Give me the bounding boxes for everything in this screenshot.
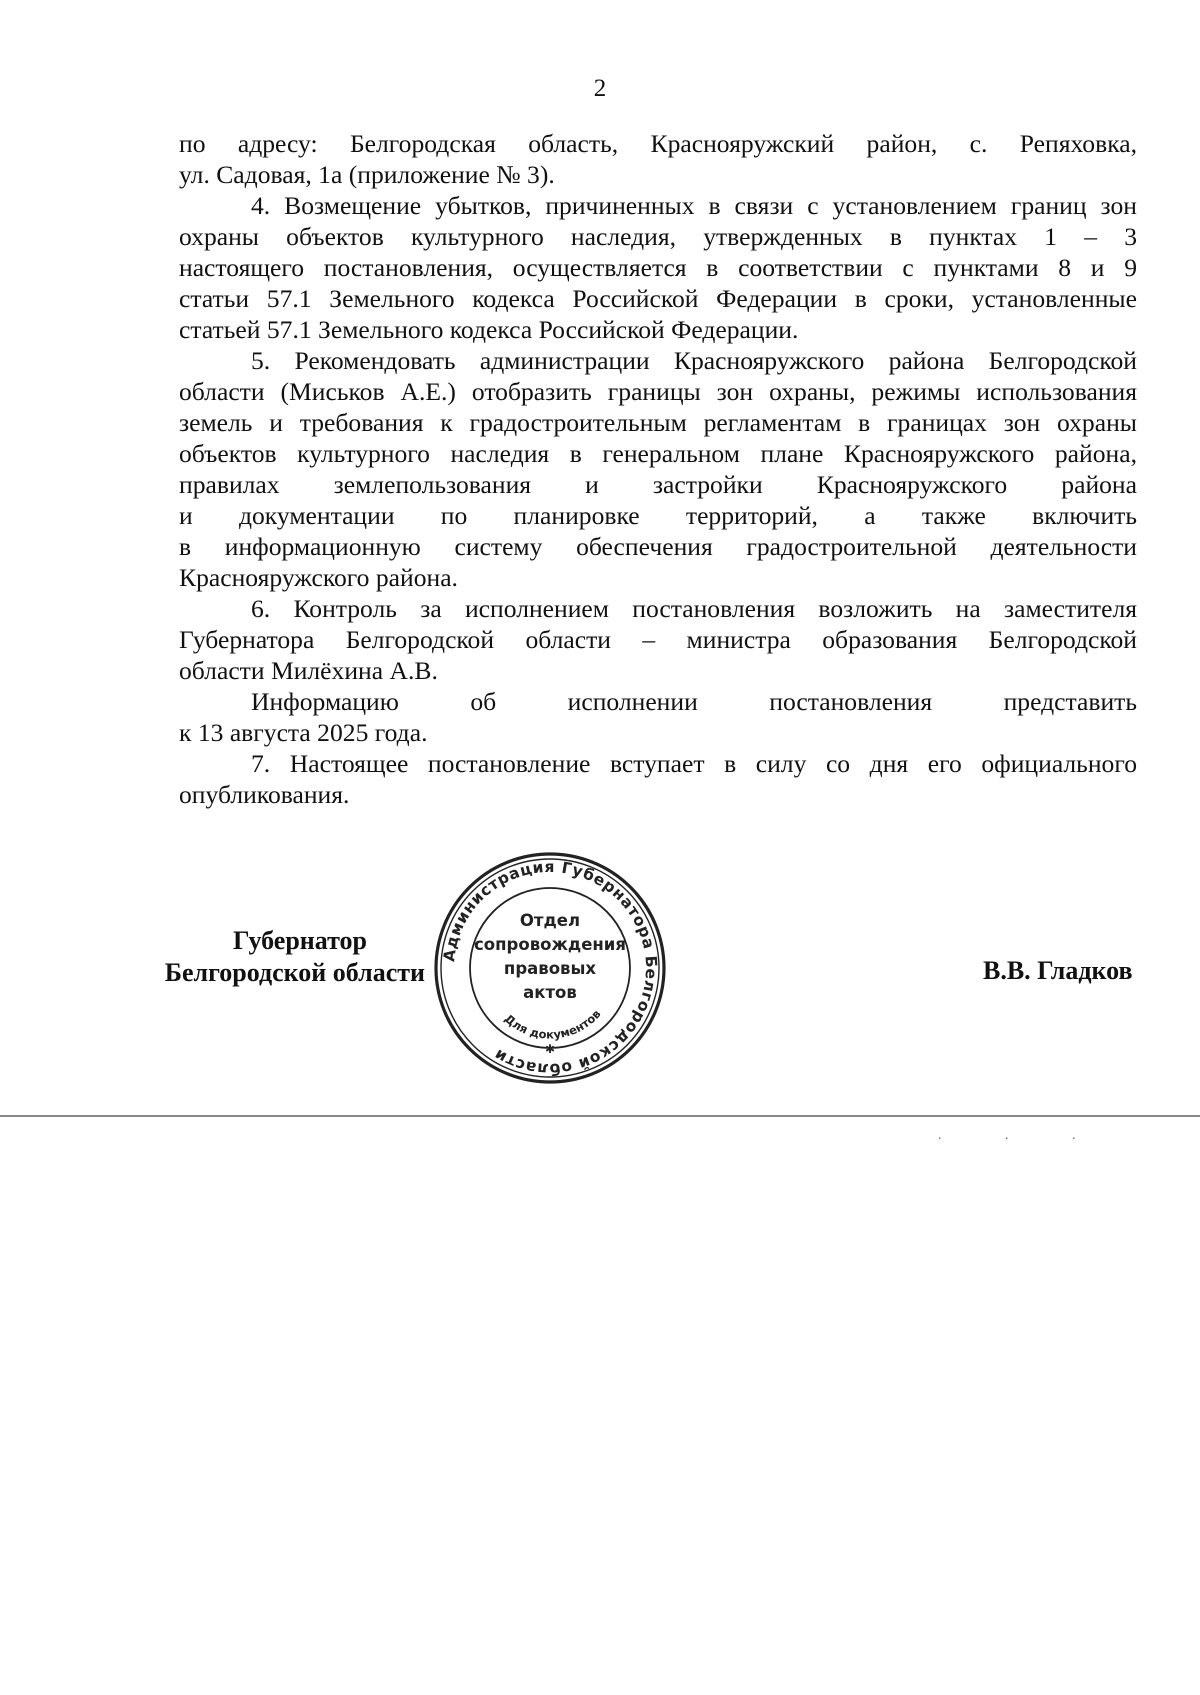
signatory-title (165, 925, 425, 989)
official-stamp (432, 850, 668, 1086)
signatory-name: В.В. Гладков (983, 956, 1133, 985)
paragraph-line: Краснояружского района. (179, 563, 458, 592)
paragraph-line: земель и требования к градостроительным регламентам в границах зон охраны (179, 408, 1137, 437)
signatory-title-line2: Белгородской области (164, 958, 425, 987)
stamp-star-icon: ✱ (544, 1042, 556, 1056)
paragraph-line: объектов культурного наследия в генеральном плане Краснояружского района, (179, 439, 1137, 468)
stamp-outer-text: Администрация Губернатора Белгородской области (440, 857, 661, 1079)
paragraph-line: 6. Контроль за исполнением постановления возложить на заместителя (251, 594, 1137, 623)
paragraph-line: 7. Настоящее постановление вступает в силу со дня его официального (251, 749, 1137, 778)
paragraph-line: в информационную систему обеспечения градостроительной деятельности (179, 532, 1137, 561)
stamp-inner-line1: Отдел (519, 911, 581, 930)
paragraph-line: статьи 57.1 Земельного кодекса Российской Федерации в сроки, установленные (179, 284, 1137, 313)
paragraph-line: ул. Садовая, 1а (приложение № 3). (179, 160, 555, 189)
page-number: 2 (593, 75, 607, 102)
paragraph-line: и документации по планировке территорий, а также включить (179, 501, 1137, 530)
paragraph-line: Информацию об исполнении постановления представить (251, 687, 1137, 716)
paragraph-line: по адресу: Белгородская область, Краснояружский район, с. Репяховка, (179, 129, 1137, 158)
paragraph-line: Губернатора Белгородской области – министра образования Белгородской (179, 625, 1137, 654)
paragraph-line: настоящего постановления, осуществляется в соответствии с пунктами 8 и 9 (179, 253, 1137, 282)
paragraph-line: опубликования. (179, 780, 350, 809)
scan-dots: . . . (938, 1128, 1106, 1143)
stamp-bottom-text: Для документов (501, 1006, 604, 1042)
paragraph-line: области Милёхина А.В. (179, 656, 438, 685)
stamp-inner-line2: сопровождения (474, 935, 626, 954)
paragraph-line: статьей 57.1 Земельного кодекса Российской Федерации. (179, 315, 799, 344)
paragraph-line: 5. Рекомендовать администрации Краснояружского района Белгородской (251, 346, 1137, 375)
paragraph-line: охраны объектов культурного наследия, утвержденных в пунктах 1 – 3 (179, 222, 1137, 251)
paragraph-line: к 13 августа 2025 года. (179, 718, 428, 747)
paragraph-line: 4. Возмещение убытков, причиненных в связи с установлением границ зон (251, 191, 1137, 220)
stamp-inner-line4: актов (523, 983, 577, 1002)
page-divider (0, 1115, 1200, 1117)
stamp-inner-line3: правовых (503, 959, 597, 978)
signatory-title-line1: Губернатор (232, 926, 367, 955)
paragraph-line: области (Миськов А.Е.) отобразить границы зон охраны, режимы использования (179, 377, 1137, 406)
paragraph-line: правилах землепользования и застройки Краснояружского района (179, 470, 1137, 499)
